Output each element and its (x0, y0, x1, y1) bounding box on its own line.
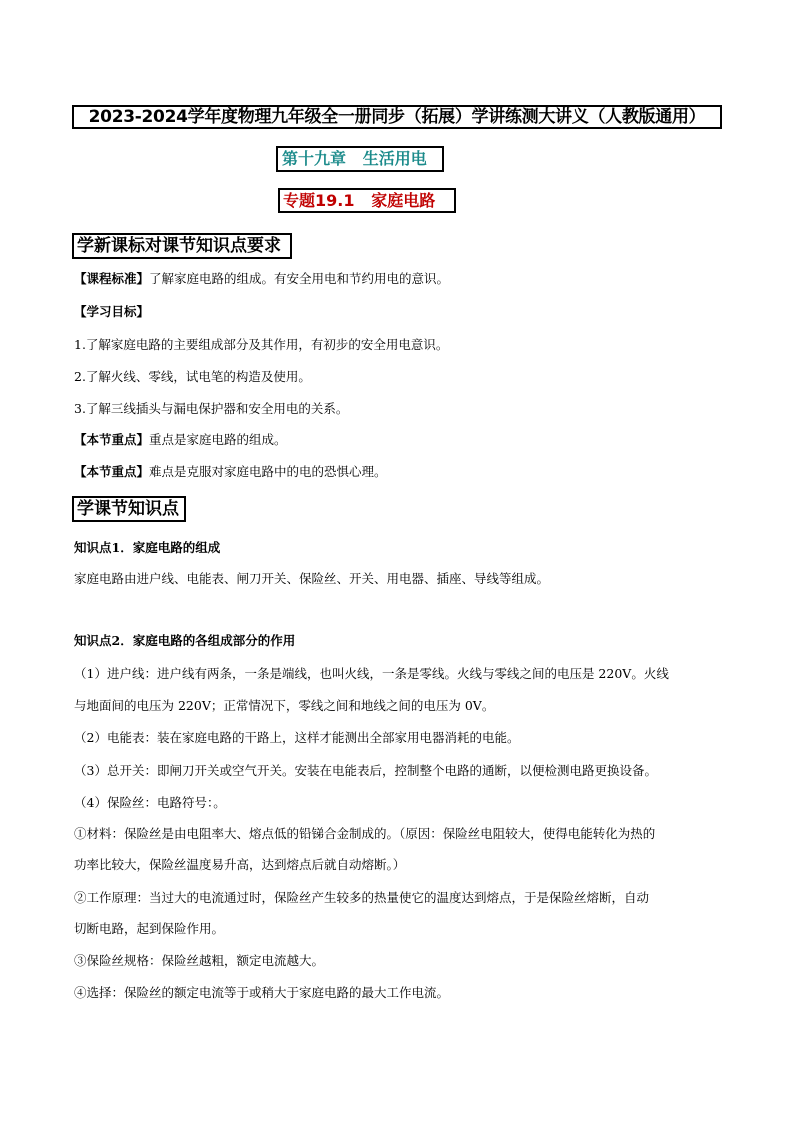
paragraph-line: 切断电路，起到保险作用。 (74, 921, 225, 936)
learning-goals-heading: 【学习目标】 (74, 304, 150, 319)
paragraph-line: （1）进户线：进户线有两条，一条是端线，也叫火线，一条是零线。火线与零线之间的电压是 220V。火线 (74, 666, 669, 681)
knowledge-point-1-title: 知识点1．家庭电路的组成 (74, 540, 221, 555)
difficulty-text: 难点是克服对家庭电路中的电的恐惧心理。 (149, 464, 387, 479)
paragraph-line: 功率比较大，保险丝温度易升高，达到熔点后就自动熔断。） (74, 857, 406, 872)
topic-title: 专题19.1 家庭电路 (278, 188, 456, 213)
course-standard-text: 了解家庭电路的组成。有安全用电和节约用电的意识。 (149, 271, 450, 286)
difficulty-point (74, 464, 724, 480)
learning-goal-item: 1.了解家庭电路的主要组成部分及其作用，有初步的安全用电意识。 (74, 337, 449, 352)
document-title: 2023-2024学年度物理九年级全一册同步（拓展）学讲练测大讲义（人教版通用） (72, 105, 722, 129)
focus-point (74, 432, 724, 448)
paragraph-line: ②工作原理：当过大的电流通过时，保险丝产生较多的热量使它的温度达到熔点，于是保险丝熔断，自动 (74, 890, 650, 905)
paragraph-line: ③保险丝规格：保险丝越粗，额定电流越大。 (74, 953, 325, 968)
knowledge-point-1-text: 家庭电路由进户线、电能表、闸刀开关、保险丝、开关、用电器、插座、导线等组成。 (74, 571, 550, 586)
chapter-title: 第十九章 生活用电 (276, 146, 444, 172)
learning-goal-item: 3.了解三线插头与漏电保护器和安全用电的关系。 (74, 401, 349, 416)
paragraph-line: 与地面间的电压为 220V；正常情况下，零线之间和地线之间的电压为 0V。 (74, 698, 495, 713)
difficulty-label: 【本节重点】 (74, 464, 150, 479)
paragraph-line: ①材料：保险丝是由电阻率大、熔点低的铅锑合金制成的。（原因：保险丝电阻较大，使得电能转化为热的 (74, 826, 656, 841)
focus-text: 重点是家庭电路的组成。 (149, 432, 287, 447)
paragraph-line: （3）总开关：即闸刀开关或空气开关。安装在电能表后，控制整个电路的通断，以便检测电路更换设备。 (74, 763, 657, 778)
section-heading-knowledge: 学课节知识点 (72, 496, 186, 522)
section-heading-requirements: 学新课标对课节知识点要求 (72, 233, 292, 259)
learning-goal-item: 2.了解火线、零线，试电笔的构造及使用。 (74, 369, 311, 384)
paragraph-line: （4）保险丝：电路符号：。 (74, 795, 226, 810)
paragraph-line: （2）电能表：装在家庭电路的干路上，这样才能测出全部家用电器消耗的电能。 (74, 730, 520, 745)
course-standard (74, 271, 724, 287)
knowledge-point-2-title: 知识点2．家庭电路的各组成部分的作用 (74, 633, 296, 648)
course-standard-label: 【课程标准】 (74, 271, 150, 286)
paragraph-line: ④选择：保险丝的额定电流等于或稍大于家庭电路的最大工作电流。 (74, 985, 450, 1000)
focus-label: 【本节重点】 (74, 432, 150, 447)
learning-goals-label (74, 304, 724, 320)
